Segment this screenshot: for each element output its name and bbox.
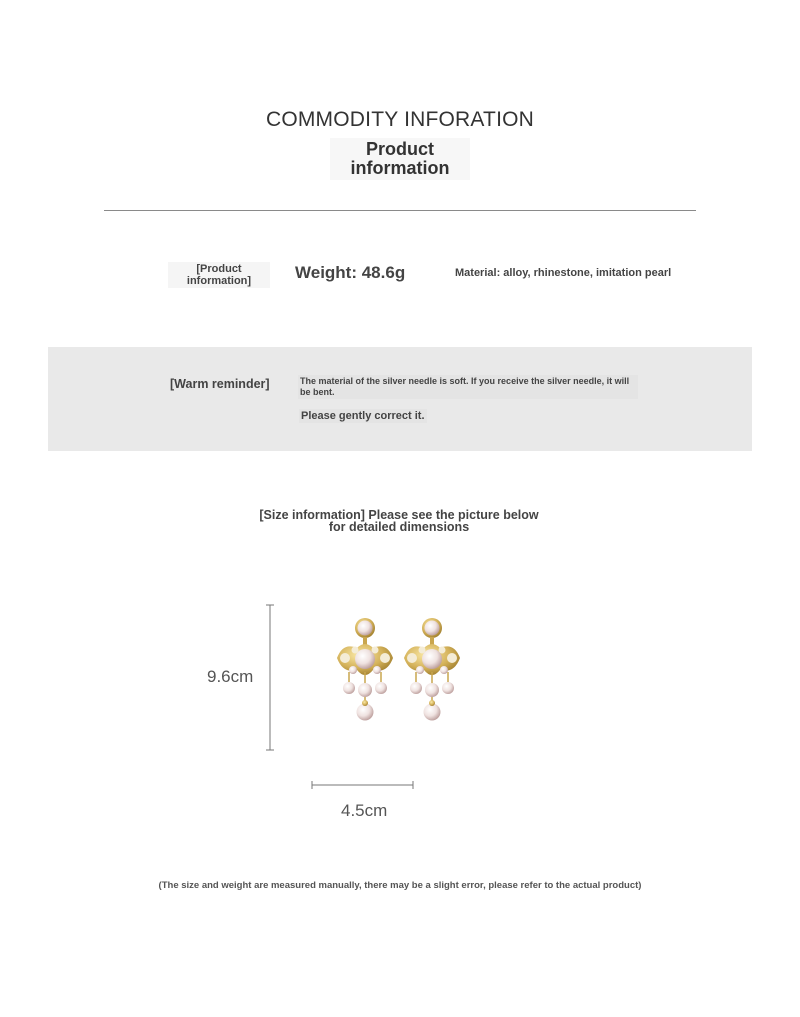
reminder-text-correct: Please gently correct it. [301,410,425,422]
height-dimension-line [266,605,274,750]
width-dimension-line [312,781,413,789]
page-subtitle: Product information [330,138,470,180]
earring-left-image [337,618,393,721]
height-dimension-label: 9.6cm [207,667,254,686]
weight-text: Weight: 48.6g [295,263,406,282]
reminder-label: [Warm reminder] [170,377,270,391]
material-text: Material: alloy, rhinestone, imitation pearl [455,267,672,279]
earring-right-image [404,618,460,721]
size-info-heading: [Size information] Please see the picture below for detailed dimensions [259,508,539,534]
product-info-label: [Product information] [168,262,270,288]
width-dimension-label: 4.5cm [341,801,388,820]
measurement-note: (The size and weight are measured manually, there may be a slight error, please refer to the actual product) [158,880,642,891]
reminder-text: The material of the silver needle is soft. If you receive the silver needle, it will be bent. [298,375,638,399]
page-title: COMMODITY INFORATION [265,108,535,131]
